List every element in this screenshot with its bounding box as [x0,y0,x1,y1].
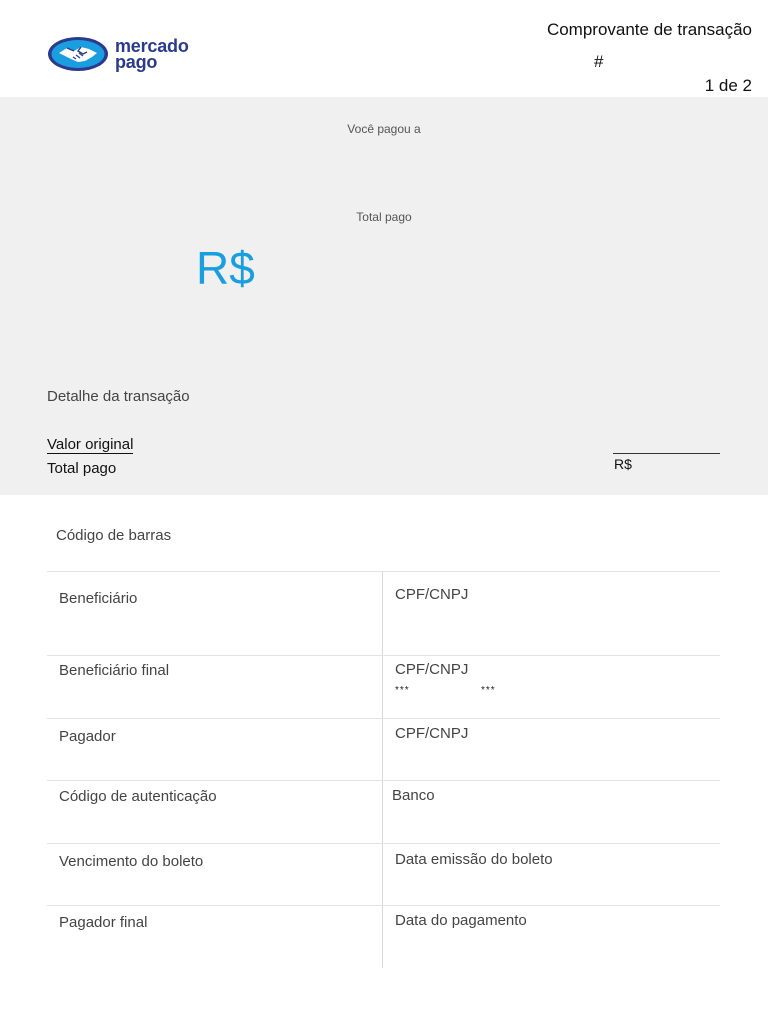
payment-date-label: Data do pagamento [395,912,527,929]
barcode-label: Código de barras [56,527,172,544]
grid-cell-right [382,781,720,843]
total-paid-label: Total pago [47,460,117,477]
total-paid-value: R$ [614,456,632,472]
grid-row [47,571,720,655]
payment-summary [0,97,768,495]
payer-doc-label: CPF/CNPJ [395,725,469,742]
bank-label: Banco [392,787,435,804]
receipt-header [0,0,768,97]
original-value-label: Valor original [47,436,134,453]
grid-cell-left [47,656,382,718]
grid-row [47,843,720,905]
grid-cell-left [47,844,382,905]
page-indicator: 1 de 2 [704,76,752,95]
grid-row [47,655,720,718]
handshake-icon [47,36,109,72]
grid-cell-right [382,844,720,905]
grid-cell-left [47,719,382,780]
final-beneficiary-label: Beneficiário final [59,662,170,679]
grid-cell-left [47,572,382,655]
grid-row [47,905,720,968]
brand-line-1: mercado [115,35,189,56]
grid-row [47,780,720,843]
due-date-label: Vencimento do boleto [59,853,204,870]
issue-date-label: Data emissão do boleto [395,851,553,868]
grid-cell-left [47,906,382,968]
grid-cell-right [382,719,720,780]
divider [613,453,720,454]
grid-cell-right [382,656,720,718]
transaction-detail-title: Detalhe da transação [47,388,190,405]
mercado-pago-logo [47,36,189,72]
brand-line-2: pago [115,51,158,72]
payer-label: Pagador [59,728,116,745]
masked-value: *** [481,685,496,696]
beneficiary-doc-label: CPF/CNPJ [395,586,469,603]
grid-cell-right [382,906,720,968]
paid-to-label: Você pagou a [347,122,421,136]
total-amount: R$ [196,242,255,294]
masked-value: *** [395,685,410,696]
final-beneficiary-doc-label: CPF/CNPJ [395,661,469,678]
transaction-number: # [594,52,604,71]
authentication-code-label: Código de autenticação [59,788,217,805]
document-title: Comprovante de transação [546,20,752,39]
grid-row [47,718,720,780]
brand-name [115,35,189,72]
grid-cell-right [382,572,720,655]
details-grid [47,571,720,968]
grid-cell-left [47,781,382,843]
final-payer-label: Pagador final [59,914,148,931]
beneficiary-label: Beneficiário [59,590,138,607]
total-paid-heading: Total pago [356,210,412,224]
